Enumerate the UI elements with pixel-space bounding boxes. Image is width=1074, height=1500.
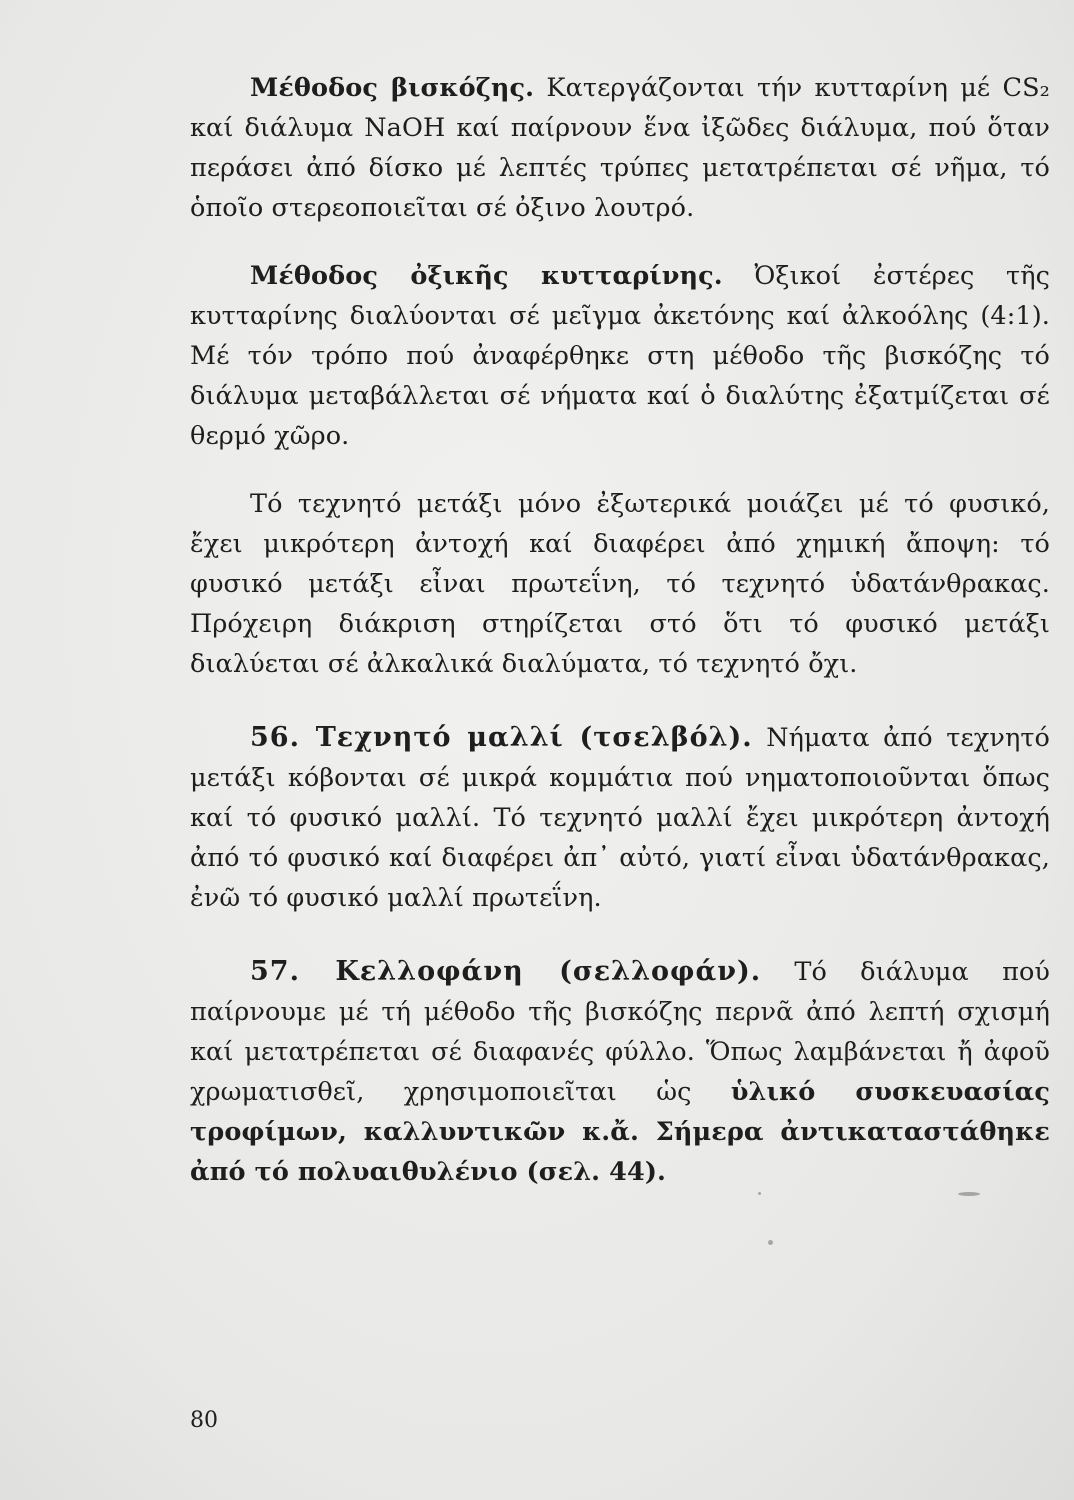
heading-cellophane: 57. Κελλοφάνη (σελλοφάν). (250, 956, 762, 987)
text-cellophane: Τό διάλυμα πού παίρνουμε μέ τή μέθοδο τῆς βισκόζης περνᾶ ἀπό λεπτή σχισμή καί μετατρέπεται σέ διαφανές φύλλο. Ὅπως λαμβάνεται ἤ ἀφοῦ χρωματισθεῖ, χρησιμοποιεῖται ὡς (190, 957, 1050, 1107)
paragraph-cellophane (190, 952, 1050, 1192)
paragraph-viscose-method (190, 68, 1050, 228)
heading-viscose-method: Μέθοδος βισκόζης. (250, 73, 535, 103)
text-viscose-method: Κατεργάζονται τήν κυτταρίνη μέ CS₂ καί διάλυμα NaOH καί παίρνουν ἕνα ἰξῶδες διάλυμα, πού ὅταν περάσει ἀπό δίσκο μέ λεπτές τρύπες μετατρέπεται σέ νῆμα, τό ὁποῖο στερεοποιεῖται σέ ὀξινο λουτρό. (190, 73, 1051, 223)
heading-acetate-method: Μέθοδος ὀξικῆς κυτταρίνης. (250, 261, 723, 291)
ink-dot (768, 1240, 773, 1245)
text-artificial-silk: Τό τεχνητό μετάξι μόνο ἐξωτερικά μοιάζει μέ τό φυσικό, ἔχει μικρότερη ἀντοχή καί διαφέρει ἀπό χημική ἄποψη: τό φυσικό μετάξι εἶναι πρωτεΐνη, τό τεχνητό ὑδατάνθρακας. Πρόχειρη διάκριση στηρίζεται στό ὅτι τό φυσικό μετάξι διαλύεται σέ ἀλκαλικά διαλύματα, τό τεχνητό ὄχι. (190, 489, 1050, 679)
text-artificial-wool: Νήματα ἀπό τεχνητό μετάξι κόβονται σέ μικρά κομμάτια πού νηματοποιοῦνται ὅπως καί τό φυσικό μαλλί. Τό τεχνητό μαλλί ἔχει μικρότερη ἀντοχή ἀπό τό φυσικό καί διαφέρει ἀπ᾽ αὐτό, γιατί εἶναι ὑδατάνθρακας, ἐνῶ τό φυσικό μαλλί πρωτεΐνη. (190, 723, 1050, 913)
text-acetate-method: Ὀξικοί ἐστέρες τῆς κυτταρίνης διαλύονται σέ μεῖγμα ἀκετόνης καί ἀλκοόλης (4:1). Μέ τόν τρόπο πού ἀναφέρθηκε στη μέθοδο τῆς βισκόζης τό διάλυμα μεταβάλλεται σέ νήματα καί ὁ διαλύτης ἐξατμίζεται σέ θερμό χῶρο. (190, 261, 1050, 451)
heading-artificial-wool: 56. Τεχνητό μαλλί (τσελβόλ). (250, 722, 753, 753)
paragraph-artificial-wool (190, 718, 1050, 918)
ink-dot (758, 1192, 761, 1195)
text-cellophane-bold: ὑλικό συσκευασίας τροφίμων, καλλυντικῶν κ.ἄ. Σήμερα ἀντικαταστάθηκε ἀπό τό πολυαιθυλένιο (σελ. 44). (190, 1077, 1050, 1187)
paragraph-acetate-method (190, 256, 1050, 456)
page-number: 80 (190, 1408, 218, 1433)
ink-speck (958, 1192, 980, 1196)
page-body (190, 68, 1050, 1192)
show-through-band (190, 30, 1050, 70)
paragraph-artificial-silk (190, 484, 1050, 684)
